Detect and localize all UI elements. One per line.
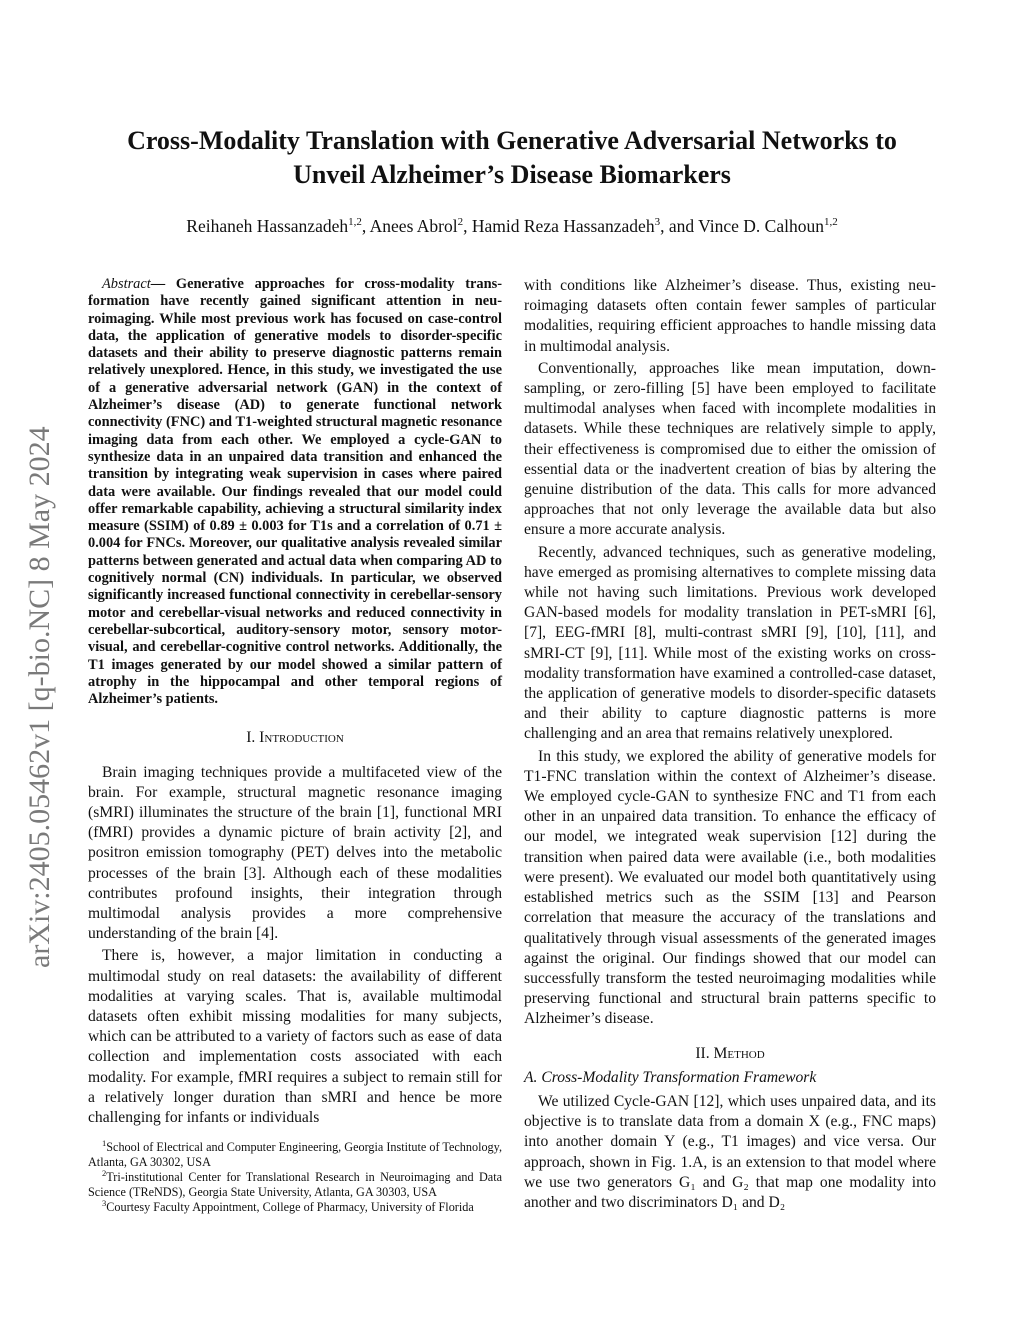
title-line-2: Unveil Alzheimer’s Disease Biomarkers	[293, 160, 731, 189]
intro-paragraph-1: Brain imaging techniques provide a multifaceted view of the brain. For example, structural magnetic resonance imaging (sMRI) illuminates the structure of the brain [1], functional MRI (fMRI) provides a dynamic picture of brain activity [2], and positron emission tomography (PET) delves into the metabolic processes of the brain [3]. Although each of these modalities contributes profound insights, their integration through multimodal analysis provides a more comprehensive understanding of the brain [4].	[88, 763, 502, 943]
abstract-label: Abstract	[102, 276, 151, 292]
body-paragraph-this-study: In this study, we explored the ability of generative models for T1-FNC translation within the context of Alzheimer’s disease. We employed cycle-GAN to synthesize FNC and T1 from each other in an unpaired data transition. To enhance the efficacy of our model, we integrated weak supervision [12] during the transition when paired data were available (i.e., both modalities were present). We evaluated our model both quantitatively using established metrics such as the SSIM [13] and Pearson correlation that measure the accuracy of the translations and qualitatively through visual assessments of the generated images against the original. Our findings showed that our model can successfully transform the tested neuroimaging modalities while preserving functional and structural brain patterns specific to Alzheimer’s disease.	[524, 747, 936, 1028]
body-paragraph-continued: with conditions like Alzheimer’s disease. Thus, existing neuroimaging datasets often contain fewer samples of particular modalities, requiring efficient approaches to handle missing data in multimodal analysis.	[524, 277, 936, 355]
author-list	[60, 216, 964, 237]
arxiv-stamp: arXiv:2405.05462v1 [q-bio.NC] 8 May 2024	[23, 426, 56, 968]
footnote-1-text: School of Electrical and Computer Engineering, Georgia Institute of Technology, Atlanta, GA 30302, USA	[88, 1140, 502, 1169]
body-paragraph-recent: Recently, advanced techniques, such as generative modeling, have emerged as promising alternatives to complete missing data while not having such limitations. Previous work developed GAN-based models for modality translation in PET-sMRI [6], [7], EEG-fMRI [8], multi-contrast sMRI [9], [10], [11], and sMRI-CT [9], [11]. While most of the existing works on cross-modality transformation have examined a controlled-case dataset, the application of generative models to disorder-specific datasets and their ability to capture diagnostic patterns is more challenging and an area that remains relatively unexplored.	[524, 543, 936, 743]
footnote-2-mark: 2	[102, 1167, 107, 1178]
intro-paragraph-2: There is, however, a major limitation in conducting a multimodal study on real datasets: the availability of different modalities at varying scales. That is, available multimodal datasets often exhibit missing modalities for many subjects, which can be attributed to a variety of factors such as ease of data collection and implementation costs associated with each modality. For example, fMRI requires a subject to remain still for a relatively longer duration than sMRI and hence be more challenging for infants or individuals	[88, 947, 502, 1127]
footnote-3-mark: 3	[102, 1197, 107, 1208]
author-1-affil: 1,2	[348, 216, 362, 229]
subsection-heading-framework: A. Cross-Modality Transformation Framework	[524, 1068, 817, 1086]
method-paragraph-1: We utilized Cycle-GAN [12], which uses unpaired data, and its objective is to translate data from a domain X (e.g., FNC maps) into another domain Y (e.g., T1 images) and vice versa. Our approach, shown in Fig. 1.A, is an extension to that model where we use two generators G₁ and G₂ that map one modality into another and two discriminators D₁ and D₂	[524, 1092, 936, 1211]
footnote-2	[88, 1167, 502, 1200]
affiliation-footnotes	[88, 1137, 502, 1215]
author-3-affil: 3	[654, 216, 661, 229]
title-line-1: Cross-Modality Translation with Generative Adversarial Networks to	[127, 126, 897, 155]
left-column	[88, 276, 502, 1128]
footnote-3-text: Courtesy Faculty Appointment, College of Pharmacy, University of Florida	[106, 1200, 474, 1214]
abstract-text: — Generative approaches for cross-modality transformation have recently gained significant attention in neuroimaging. While most previous work has focused on case-control data, the application of generative models to disorder-specific datasets and their ability to preserve diagnostic patterns remain relatively unexplored. Hence, in this study, we investigated the use of a generative adversarial network (GAN) in the context of Alzheimer’s disease (AD) to generate functional network connectivity (FNC) and T1-weighted structural magnetic resonance imaging data from each other. We employed a cycle-GAN to synthesize data in an unpaired data transition and enhanced the transition by integrating weak supervision in cases where paired data were available. Our findings revealed that our model could offer remarkable capability, achieving a structural similarity index measure (SSIM) of 0.89 ± 0.003 for T1s and a correlation of 0.71 ± 0.004 for FNCs. Moreover, our qualitative analysis revealed similar patterns between generated and actual data when comparing AD to cognitively normal (CN) individuals. In particular, we observed significantly increased functional connectivity in cerebellar-sensory motor and cerebellar-visual networks and reduced connectivity in cerebellar-subcortical, auditory-sensory motor, sensory motor-visual, and cerebellar-cognitive control networks. Additionally, the T1 images generated by our model showed a similar pattern of atrophy in the hippocampal and other temporal regions of Alzheimer’s patients.	[88, 276, 502, 708]
right-column	[524, 276, 936, 1213]
author-4-affil: 1,2	[823, 216, 838, 229]
footnote-1	[88, 1137, 502, 1170]
author-1: Reihaneh Hassanzadeh	[186, 216, 349, 236]
author-2-affil: 2	[457, 216, 464, 229]
footnote-2-text: Tri-institutional Center for Translational Research in Neuroimaging and Data Science (TReNDS), Georgia State University, Atlanta, GA 30303, USA	[88, 1170, 502, 1199]
author-3: , Hamid Reza Hassanzadeh	[463, 216, 655, 236]
section-heading-method: II. Method	[695, 1044, 765, 1062]
author-4: , and Vince D. Calhoun	[660, 216, 824, 236]
abstract	[88, 276, 502, 708]
author-2: , Anees Abrol	[361, 216, 458, 236]
body-paragraph-conventional: Conventionally, approaches like mean imputation, downsampling, or zero-filling [5] have been employed to facilitate multimodal analyses when faced with incomplete modalities in datasets. While these techniques are relatively simple to apply, their effectiveness is compromised due to either the omission of essential data or the inadvertent creation of bias by altering the genuine distribution of the data. This calls for more advanced approaches that not only leverage the available data but also ensure a more accurate analysis.	[524, 359, 936, 539]
paper-title	[60, 124, 964, 192]
section-heading-introduction: I. Introduction	[246, 729, 344, 747]
footnote-1-mark: 1	[102, 1137, 107, 1148]
footnote-3	[88, 1197, 502, 1215]
